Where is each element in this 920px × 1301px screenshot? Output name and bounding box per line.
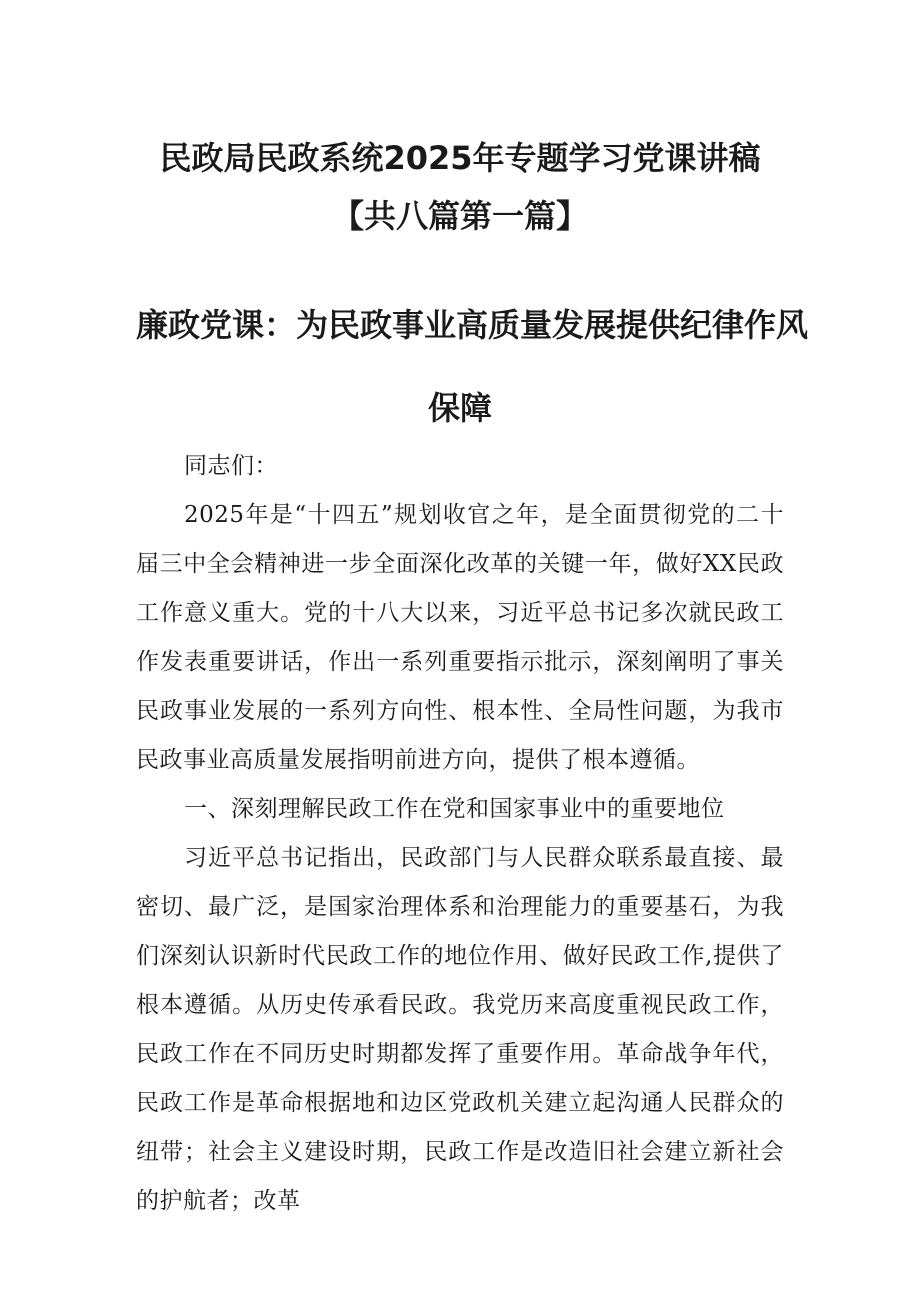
body-paragraph-intro: 2025年是“十四五”规划收官之年，是全面贯彻党的二十届三中全会精神进一步全面深化改革的关键一年，做好XX民政工作意义重大。党的十八大以来，习近平总书记多次就民政工作发表重要讲话，作出一系列重要指示批示，深刻阐明了事关民政事业发展的一系列方向性、根本性、全局性问题，为我市民政事业高质量发展指明前进方向，提供了根本遵循。 [136, 502, 784, 773]
document-series-label: 【共八篇第一篇】 [331, 197, 588, 235]
document-title: 民政局民政系统2025年专题学习党课讲稿 [159, 139, 761, 177]
greeting: 同志们： [184, 453, 278, 479]
section-heading: 一、深刻理解民政工作在党和国家事业中的重要地位 [184, 796, 725, 822]
body-paragraph-section-one: 习近平总书记指出，民政部门与人民群众联系最直接、最密切、最广泛，是国家治理体系和治理能力的重要基石，为我们深刻认识新时代民政工作的地位作用、做好民政工作,提供了根本遵循。从历史传承看民政。我党历来高度重视民政工作，民政工作在不同历史时期都发挥了重要作用。革命战争年代，民政工作是革命根据地和边区党政机关建立起沟通人民群众的纽带；社会主义建设时期，民政工作是改造旧社会建立新社会的护航者；改革 [136, 845, 784, 1214]
lecture-title-continued: 保障 [427, 389, 492, 427]
lecture-title: 廉政党课：为民政事业高质量发展提供纪律作风 [136, 306, 809, 344]
